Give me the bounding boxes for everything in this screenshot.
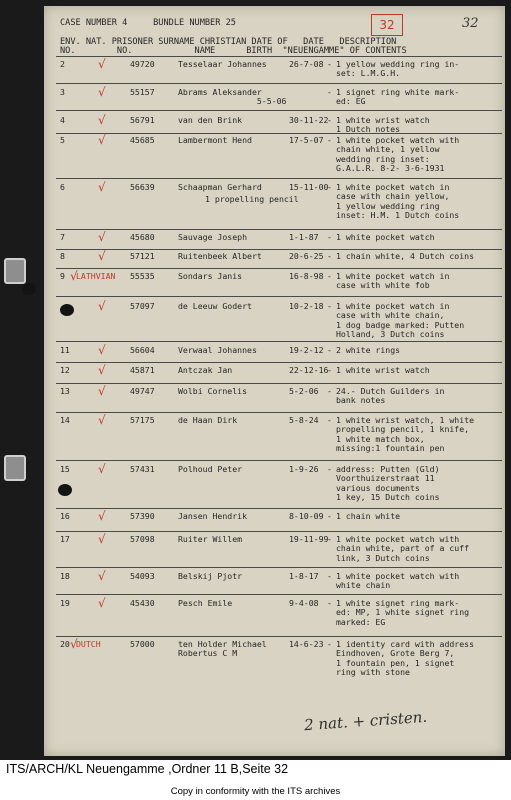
extra-item: 1 propelling pencil [205,194,299,204]
prisoner-number: 57097 [130,301,155,311]
header-rule [56,56,502,57]
prisoner-name: Polhoud Peter [178,464,243,474]
prisoner-name: Wolbi Cornelis [178,386,248,396]
row-rule [56,460,502,461]
contents-description: 1 white pocket watch with chain white, 1 yellow wedding ring inset: G.A.L.R. 8-2- 3-6-1931 [336,135,460,174]
contents-description: 1 white wrist watch, 1 white propelling pencil, 1 knife, 1 white match box, missing:1 fountain pen [336,415,475,454]
header-line-3: NO. NO. NAME BIRTH "NEUENGAMME" OF CONTENTS [60,46,407,56]
copy-notice: Copy in conformity with the ITS archives [170,786,341,797]
envelope-number: 5 [60,135,65,145]
envelope-number: 9 [60,271,65,281]
birth-date: 19-11-99 [289,534,329,544]
contents-description: address: Putten (Gld) Voorthuizerstraat 11 various documents 1 key, 15 Dutch coins [336,464,440,503]
prisoner-number: 57121 [130,251,155,261]
contents-description: 1 white pocket watch [336,232,435,242]
prisoner-number: 45430 [130,598,155,608]
prisoner-number: 57431 [130,464,155,474]
row-rule [56,341,502,342]
birth-date: 22-12-16 [289,365,329,375]
row-rule [56,594,502,595]
contents-description: 1 white signet ring mark- ed: MP, 1 white signet ring marked: EG [336,598,470,627]
envelope-number: 6 [60,182,65,192]
page-stamp: 32 [371,14,403,36]
prisoner-name: Belskij Pjotr [178,571,243,581]
handwritten-note: 2 nat. + cristen. [303,707,428,735]
contents-description: 1 white pocket watch with white chain [336,571,460,591]
check-mark-icon: √ [98,532,106,546]
prisoner-name: Lambermont Hend [178,135,252,145]
punch-hole [22,283,36,295]
row-rule [56,110,502,111]
check-mark-icon: √ [98,230,106,244]
contents-description: 2 white rings [336,345,401,355]
row-rule [56,83,502,84]
birth-date: 1-9-26 [289,464,319,474]
dash-mark: - [327,232,332,242]
envelope-number: 4 [60,115,65,125]
birth-date: 10-2-18 [289,301,324,311]
envelope-number: 2 [60,59,65,69]
dash-mark: - [327,571,332,581]
dash-mark: - [327,345,332,355]
prisoner-number: 45871 [130,365,155,375]
check-mark-icon: √ [98,249,106,263]
dash-mark: - [327,598,332,608]
contents-description: 1 white wrist watch 1 Dutch notes [336,115,430,135]
birth-date: 14-6-23 [289,639,324,649]
binder-hole [4,258,26,284]
check-mark-icon: √ [98,462,106,476]
row-rule [56,362,502,363]
row-rule [56,296,502,297]
header-line-2: ENV. NAT. PRISONER SURNAME CHRISTIAN DATE OF DATE DESCRIPTION [60,37,397,47]
check-mark-icon: √ [98,57,106,71]
nationality: DUTCH [76,639,101,649]
punch-hole [60,304,74,316]
punch-hole [58,484,72,496]
birth-date: 5-2-06 [289,386,319,396]
birth-date: 15-11-00 [289,182,329,192]
prisoner-name: Ruiter Willem [178,534,243,544]
dash-mark: - [327,639,332,649]
dash-mark: - [327,301,332,311]
archive-caption: ITS/ARCH/KL Neuengamme ,Ordner 11 B,Seite 32 [6,762,289,776]
prisoner-name: Pesch Emile [178,598,233,608]
prisoner-name: ten Holder Michael Robertus C M [178,639,267,659]
header-line-1: CASE NUMBER 4 BUNDLE NUMBER 25 [60,18,236,28]
envelope-number: 3 [60,87,65,97]
dash-mark: - [327,386,332,396]
prisoner-number: 56639 [130,182,155,192]
prisoner-number: 57390 [130,511,155,521]
contents-description: 24.- Dutch Guilders in bank notes [336,386,445,406]
check-mark-icon: √ [98,413,106,427]
row-rule [56,178,502,179]
contents-description: 1 signet ring white mark- ed: EG [336,87,460,107]
prisoner-number: 54093 [130,571,155,581]
dash-mark: - [327,251,332,261]
dash-mark: - [327,365,332,375]
envelope-number: 13 [60,386,70,396]
birth-date: 8-10-09 [289,511,324,521]
prisoner-number: 57175 [130,415,155,425]
check-mark-icon: √ [70,637,78,651]
prisoner-name: de Haan Dirk [178,415,238,425]
envelope-number: 20 [60,639,70,649]
check-mark-icon: √ [98,569,106,583]
envelope-number: 12 [60,365,70,375]
birth-date: 16-8-98 [289,271,324,281]
prisoner-name: Jansen Hendrik [178,511,248,521]
dash-mark: - [327,464,332,474]
prisoner-name: Abrams Aleksander 5-5-06 [178,87,287,107]
contents-description: 1 yellow wedding ring in- set: L.M.G.H. [336,59,460,79]
envelope-number: 16 [60,511,70,521]
row-rule [56,133,502,134]
birth-date: 19-2-12 [289,345,324,355]
envelope-number: 19 [60,598,70,608]
row-rule [56,508,502,509]
prisoner-name: Antczak Jan [178,365,233,375]
contents-description: 1 chain white, 4 Dutch coins [336,251,475,261]
birth-date: 5-8-24 [289,415,319,425]
dash-mark: - [327,135,332,145]
birth-date: 20-6-25 [289,251,324,261]
prisoner-number: 45680 [130,232,155,242]
prisoner-name: Tesselaar Johannes [178,59,267,69]
prisoner-number: 57000 [130,639,155,649]
prisoner-number: 55535 [130,271,155,281]
check-mark-icon: √ [98,343,106,357]
check-mark-icon: √ [98,180,106,194]
row-rule [56,249,502,250]
contents-description: 1 identity card with address Eindhoven, Grote Berg 7, 1 fountain pen, 1 signet ring with stone [336,639,475,678]
row-rule [56,268,502,269]
contents-description: 1 chain white [336,511,401,521]
birth-date: 30-11-22 [289,115,329,125]
envelope-number: 17 [60,534,70,544]
prisoner-number: 56604 [130,345,155,355]
prisoner-number: 57098 [130,534,155,544]
prisoner-number: 56791 [130,115,155,125]
contents-description: 1 white pocket watch in case with chain yellow, 1 yellow wedding ring inset: H.M. 1 Dutch coins [336,182,460,221]
dash-mark: - [327,415,332,425]
check-mark-icon: √ [98,363,106,377]
check-mark-icon: √ [98,85,106,99]
dash-mark: - [327,115,332,125]
prisoner-name: van den Brink [178,115,243,125]
nationality: LATHVIAN [76,271,116,281]
envelope-number: 7 [60,232,65,242]
contents-description: 1 white wrist watch [336,365,430,375]
binder-hole [4,455,26,481]
check-mark-icon: √ [98,299,106,313]
check-mark-icon: √ [70,269,78,283]
row-rule [56,412,502,413]
envelope-number: 18 [60,571,70,581]
check-mark-icon: √ [98,113,106,127]
dash-mark: - [327,182,332,192]
dash-mark: - [327,87,332,97]
prisoner-name: Verwaal Johannes [178,345,257,355]
dash-mark: - [327,511,332,521]
check-mark-icon: √ [98,509,106,523]
contents-description: 1 white pocket watch in case with white chain, 1 dog badge marked: Putten Holland, 3 Dutch coins [336,301,465,340]
contents-description: 1 white pocket watch in case with white fob [336,271,450,291]
prisoner-name: Ruitenbeek Albert [178,251,262,261]
check-mark-icon: √ [98,384,106,398]
envelope-number: 14 [60,415,70,425]
row-rule [56,636,502,637]
prisoner-number: 55157 [130,87,155,97]
birth-date: 17-5-07 [289,135,324,145]
prisoner-name: Sondars Janis [178,271,243,281]
dash-mark: - [327,271,332,281]
birth-date: 26-7-08 [289,59,324,69]
prisoner-number: 45685 [130,135,155,145]
row-rule [56,531,502,532]
contents-description: 1 white pocket watch with chain white, part of a cuff link, 3 Dutch coins [336,534,470,563]
page-number-handwritten: 32 [462,16,479,31]
prisoner-name: Sauvage Joseph [178,232,248,242]
row-rule [56,567,502,568]
envelope-number: 15 [60,464,70,474]
prisoner-number: 49747 [130,386,155,396]
dash-mark: - [327,534,332,544]
prisoner-number: 49720 [130,59,155,69]
birth-date: 1-1-87 [289,232,319,242]
row-rule [56,383,502,384]
dash-mark: - [327,59,332,69]
prisoner-name: de Leeuw Godert [178,301,252,311]
birth-date: 9-4-08 [289,598,319,608]
check-mark-icon: √ [98,596,106,610]
row-rule [56,229,502,230]
check-mark-icon: √ [98,133,106,147]
birth-date: 1-8-17 [289,571,319,581]
envelope-number: 8 [60,251,65,261]
prisoner-name: Schaapman Gerhard [178,182,262,192]
envelope-number: 11 [60,345,70,355]
